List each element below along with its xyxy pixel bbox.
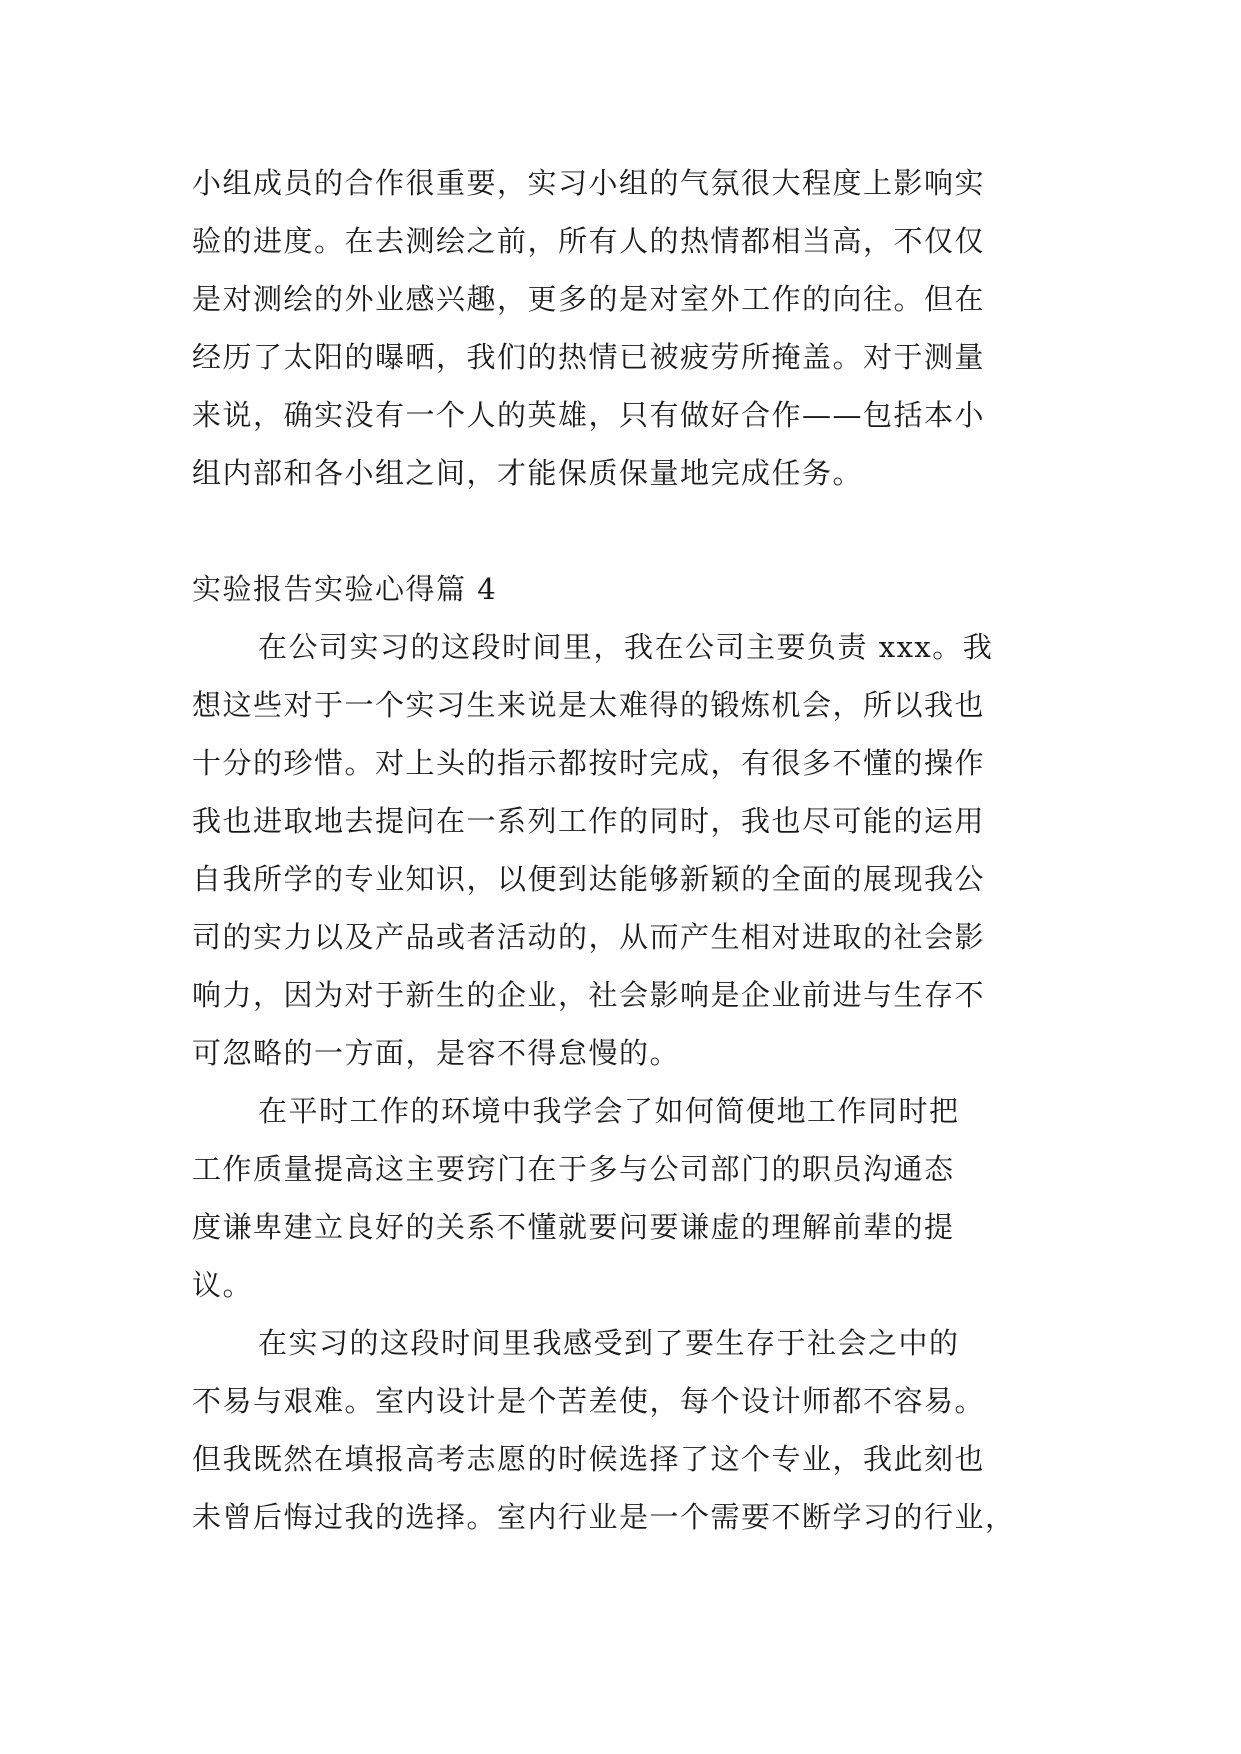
text-line: 在实习的这段时间里我感受到了要生存于社会之中的 (258, 1326, 960, 1360)
text-line: 组内部和各小组之间，才能保质保量地完成任务。 (192, 456, 864, 490)
text-line: 来说，确实没有一个人的英雄，只有做好合作——包括本小 (192, 398, 986, 432)
paragraph-3 (192, 1314, 1072, 1546)
text-line: 十分的珍惜。对上头的指示都按时完成，有很多不懂的操作 (192, 746, 986, 780)
text-line: 在平时工作的环境中我学会了如何简便地工作同时把 (258, 1094, 960, 1128)
text-line: 在公司实习的这段时间里，我在公司主要负责 xxx。我 (258, 630, 994, 664)
text-line: 度谦卑建立良好的关系不懂就要问要谦虚的理解前辈的提 (192, 1210, 955, 1244)
text-line: 司的实力以及产品或者活动的，从而产生相对进取的社会影 (192, 920, 986, 954)
text-line: 不易与艰难。室内设计是个苦差使，每个设计师都不容易。 (192, 1384, 986, 1418)
text-line: 自我所学的专业知识，以便到达能够新颖的全面的展现我公 (192, 862, 986, 896)
text-line: 未曾后悔过我的选择。室内行业是一个需要不断学习的行业， (192, 1500, 1016, 1534)
text-line: 是对测绘的外业感兴趣，更多的是对室外工作的向往。但在 (192, 282, 986, 316)
text-line: 想这些对于一个实习生来说是太难得的锻炼机会，所以我也 (192, 688, 986, 722)
text-line: 可忽略的一方面，是容不得怠慢的。 (192, 1036, 681, 1070)
text-line: 响力，因为对于新生的企业，社会影响是企业前进与生存不 (192, 978, 986, 1012)
document-body (192, 154, 1072, 1546)
text-line: 验的进度。在去测绘之前，所有人的热情都相当高，不仅仅 (192, 224, 986, 258)
paragraph-1 (192, 618, 1072, 1082)
paragraph-block-1 (192, 154, 1072, 502)
text-line: 经历了太阳的曝晒，我们的热情已被疲劳所掩盖。对于测量 (192, 340, 986, 374)
paragraph-spacer (192, 502, 1072, 560)
text-line: 但我既然在填报高考志愿的时候选择了这个专业，我此刻也 (192, 1442, 986, 1476)
paragraph-2 (192, 1082, 1072, 1314)
text-line: 工作质量提高这主要窍门在于多与公司部门的职员沟通态 (192, 1152, 955, 1186)
text-line: 我也进取地去提问在一系列工作的同时，我也尽可能的运用 (192, 804, 986, 838)
text-line: 小组成员的合作很重要，实习小组的气氛很大程度上影响实 (192, 166, 986, 200)
section-heading: 实验报告实验心得篇 4 (192, 572, 498, 606)
text-line: 议。 (192, 1268, 254, 1302)
